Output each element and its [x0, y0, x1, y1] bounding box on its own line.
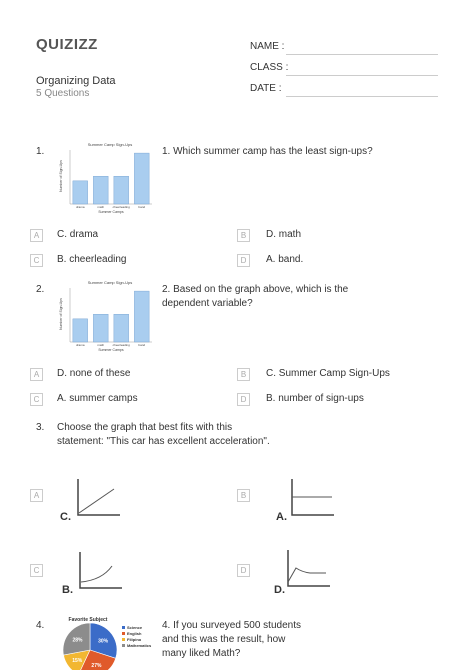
option-b-text[interactable]: C. Summer Camp Sign-Ups — [266, 368, 390, 379]
bar-band — [134, 291, 149, 342]
category-labels — [76, 343, 145, 347]
question-text: 1. Which summer camp has the least sign-ups? — [162, 146, 373, 157]
legend-swatch — [122, 632, 125, 635]
option-c-box[interactable]: C — [30, 254, 43, 267]
legend-swatch — [122, 626, 125, 629]
question-line: Choose the graph that best fits with this — [57, 422, 233, 433]
category-label: drama — [75, 343, 85, 347]
category-label: cheerleading — [112, 205, 130, 209]
bar-math — [93, 176, 108, 204]
question-number: 2. — [36, 284, 45, 295]
bar-cheerleading — [114, 314, 129, 342]
category-label: drama — [75, 205, 85, 209]
chart-xlabel: Summer Camps — [98, 348, 124, 352]
legend-swatch — [122, 638, 125, 641]
class-field[interactable] — [286, 75, 438, 76]
pie-slices — [63, 623, 117, 670]
graph-label: D. — [274, 584, 285, 596]
date-label: DATE : — [250, 83, 282, 94]
chart-title: Summer Camp Sign-Ups — [87, 280, 133, 285]
bars — [73, 153, 149, 204]
option-d-text[interactable]: B. number of sign-ups — [266, 393, 364, 404]
bar-cheerleading — [114, 176, 129, 204]
category-label: math — [97, 205, 105, 209]
category-label: math — [97, 343, 105, 347]
bar-chart-q1 — [58, 138, 158, 216]
category-labels — [76, 205, 145, 209]
graph-curve — [288, 568, 326, 582]
pie-slice-label: 15% — [72, 657, 83, 664]
graph-curve — [79, 489, 114, 513]
question-number: 4. — [36, 620, 45, 631]
worksheet-title: Organizing Data — [36, 75, 116, 87]
option-b-box[interactable]: B — [237, 489, 250, 502]
chart-xlabel: Summer Camps — [98, 210, 124, 214]
pie-legend — [122, 625, 152, 648]
question-number: 3. — [36, 422, 45, 433]
question-count: 5 Questions — [36, 88, 90, 99]
bar-band — [134, 153, 149, 204]
option-c-box[interactable]: C — [30, 393, 43, 406]
class-label: CLASS : — [250, 62, 289, 73]
graph-label: B. — [62, 584, 73, 596]
graph-axes — [288, 550, 330, 586]
legend-label: English — [127, 631, 142, 636]
option-d-box[interactable]: D — [237, 254, 250, 267]
option-b-box[interactable]: B — [237, 368, 250, 381]
question-text — [57, 421, 270, 449]
option-a-box[interactable]: A — [30, 229, 43, 242]
question-line: dependent variable? — [162, 298, 253, 309]
question-line: many liked Math? — [162, 648, 241, 659]
chart-ylabel: Number of Sign-Ups — [59, 298, 63, 330]
name-label: NAME : — [250, 41, 285, 52]
option-b-box[interactable]: B — [237, 229, 250, 242]
pie-slice-label: 28% — [72, 637, 83, 644]
legend-label: Filipino — [127, 637, 142, 642]
question-line: statement: "This car has excellent acceleration". — [57, 436, 270, 447]
option-a-box[interactable]: A — [30, 368, 43, 381]
category-label: cheerleading — [112, 343, 130, 347]
option-a-graph[interactable] — [70, 477, 122, 519]
graph-axes — [80, 552, 122, 588]
question-line: and this was the result, how — [162, 634, 286, 645]
option-b-text[interactable]: D. math — [266, 229, 302, 240]
category-label: band — [138, 343, 146, 347]
graph-curve — [81, 566, 112, 582]
question-text — [162, 283, 348, 311]
date-field[interactable] — [286, 96, 438, 97]
option-c-box[interactable]: C — [30, 564, 43, 577]
bars — [73, 291, 149, 342]
option-d-graph[interactable] — [280, 548, 332, 590]
chart-title: Summer Camp Sign-Ups — [87, 142, 133, 147]
bar-math — [93, 314, 108, 342]
question-text — [162, 619, 301, 661]
option-a-box[interactable]: A — [30, 489, 43, 502]
legend-swatch — [122, 644, 125, 647]
bar-chart-q2 — [58, 276, 158, 354]
option-c-text[interactable]: A. summer camps — [57, 393, 138, 404]
question-line: 4. If you surveyed 500 students — [162, 620, 301, 631]
pie-slice-label: 30% — [98, 638, 109, 645]
pie-chart-q4 — [56, 612, 160, 670]
option-b-graph[interactable] — [284, 477, 336, 519]
question-number: 1. — [36, 146, 45, 157]
bar-drama — [73, 319, 88, 342]
category-label: band — [138, 205, 146, 209]
chart-title: Favorite Subject — [68, 617, 108, 623]
option-d-box[interactable]: D — [237, 393, 250, 406]
question-line: 2. Based on the graph above, which is the — [162, 284, 349, 295]
option-a-text[interactable]: C. drama — [57, 229, 99, 240]
legend-label: Science — [127, 625, 143, 630]
option-d-text[interactable]: A. band. — [266, 254, 304, 265]
graph-label: C. — [60, 511, 71, 523]
option-a-text[interactable]: D. none of these — [57, 368, 131, 379]
quizizz-logo: QUIZIZZ — [36, 36, 98, 53]
name-field[interactable] — [286, 54, 438, 55]
bar-drama — [73, 181, 88, 204]
chart-ylabel: Number of Sign-Ups — [59, 160, 63, 192]
option-c-text[interactable]: B. cheerleading — [57, 254, 127, 265]
legend-label: Mathematics — [127, 643, 152, 648]
option-d-box[interactable]: D — [237, 564, 250, 577]
option-c-graph[interactable] — [72, 550, 124, 592]
graph-label: A. — [276, 511, 287, 523]
pie-slice-label: 27% — [91, 662, 102, 669]
